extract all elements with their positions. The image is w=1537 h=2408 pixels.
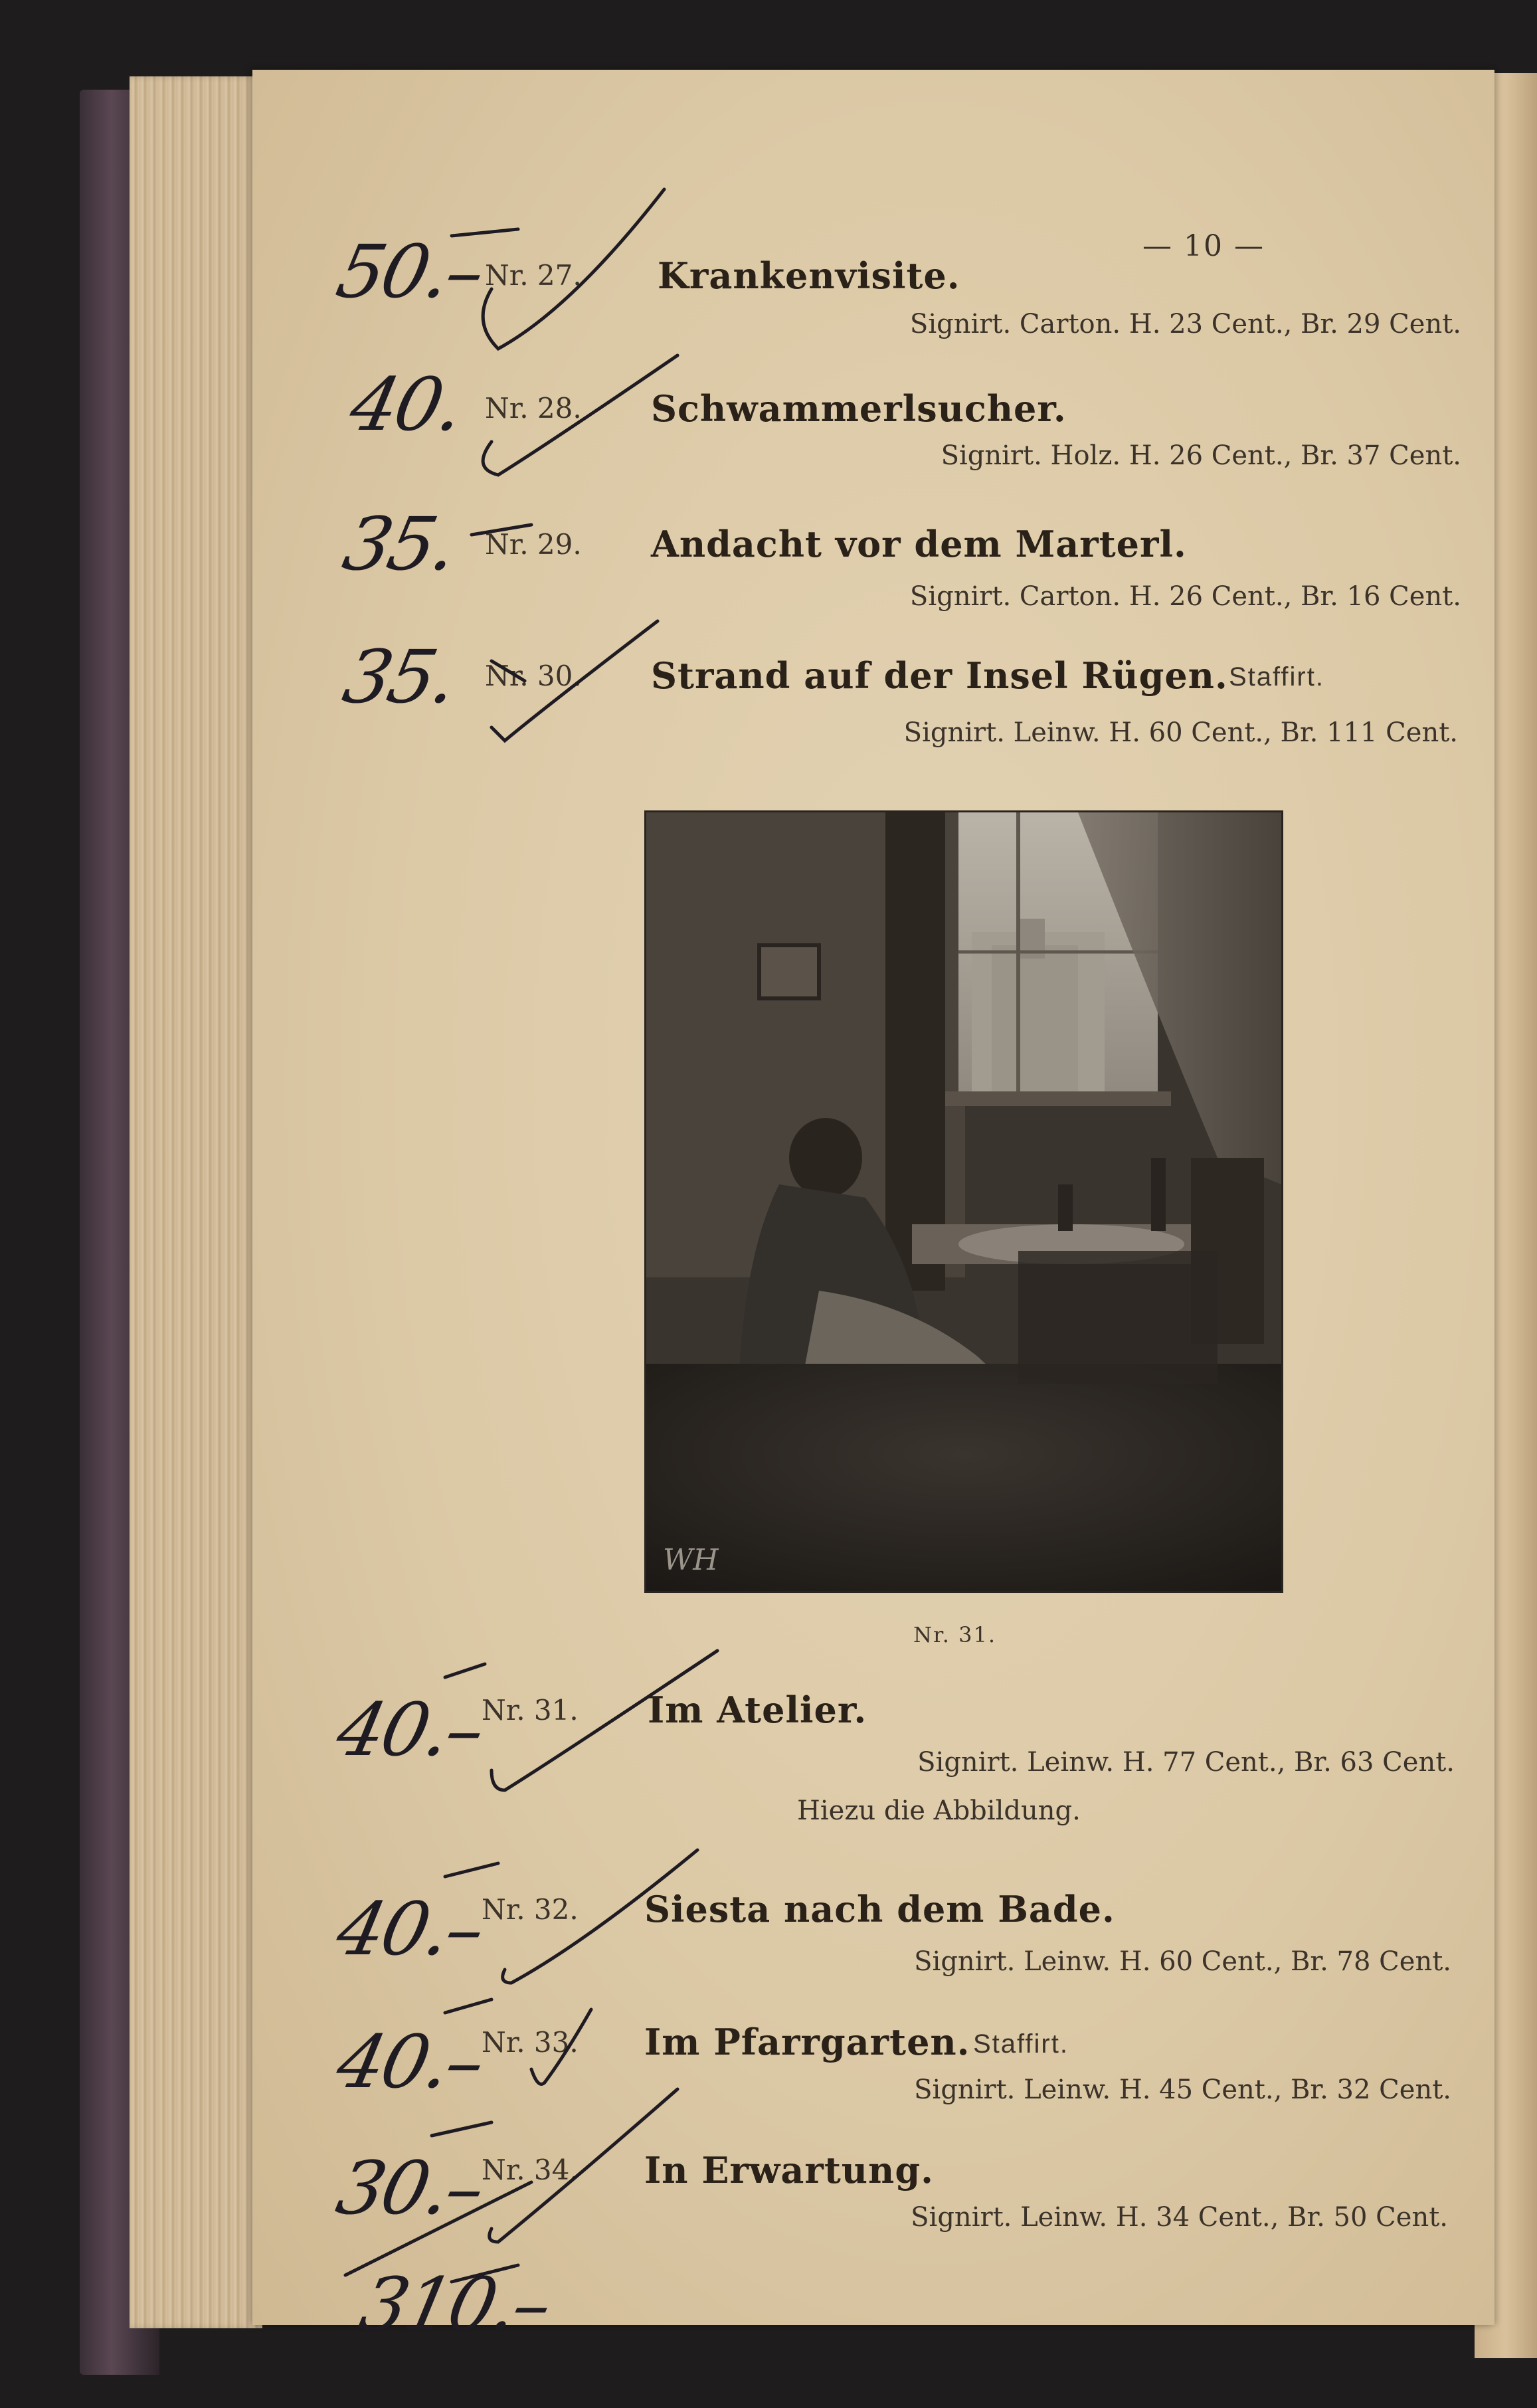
entry-number: Nr. 30. [485, 660, 582, 692]
entry-spec: Signirt. Carton. H. 26 Cent., Br. 16 Cent. [909, 581, 1461, 612]
entry-spec: Signirt. Holz. H. 26 Cent., Br. 37 Cent. [941, 440, 1461, 471]
handwritten-price: 40.– [329, 2019, 490, 2104]
page-stack-edges [130, 76, 262, 2328]
entry-spec: Signirt. Leinw. H. 77 Cent., Br. 63 Cent. [917, 1747, 1455, 1778]
entry-number: Nr. 34. [482, 2154, 579, 2186]
entry-number: Nr. 31. [482, 1694, 579, 1726]
entry-spec: Signirt. Leinw. H. 45 Cent., Br. 32 Cent. [914, 2075, 1451, 2105]
handwritten-checkmarks [252, 70, 1494, 2325]
entry-spec: Signirt. Carton. H. 23 Cent., Br. 29 Cent. [909, 309, 1461, 339]
page-number: — 10 — [1142, 229, 1265, 263]
entry-number: Nr. 33. [482, 2026, 579, 2059]
entry-number: Nr. 27. [485, 259, 582, 292]
handwritten-price: 35. [336, 634, 463, 719]
handwritten-price: 40.– [329, 1687, 490, 1772]
entry-spec: Signirt. Leinw. H. 60 Cent., Br. 111 Cent. [903, 717, 1458, 748]
catalog-page [252, 70, 1494, 2347]
entry-title: In Erwartung. [644, 2149, 934, 2191]
entry-title: Andacht vor dem Marterl. [651, 523, 1187, 565]
handwritten-price: 40. [343, 362, 470, 447]
entry-title: Im Pfarrgarten. [644, 2021, 970, 2063]
entry-title: Schwammerlsucher. [651, 387, 1067, 430]
handwritten-price: 40.– [329, 1887, 490, 1972]
entry-number: Nr. 29. [485, 528, 582, 561]
entry-spec: Signirt. Leinw. H. 60 Cent., Br. 78 Cent. [914, 1946, 1451, 1977]
entry-staffirt: Staffirt. [973, 2029, 1069, 2059]
entry-note: Hiezu die Abbildung. [797, 1796, 1081, 1826]
entry-spec: Signirt. Leinw. H. 34 Cent., Br. 50 Cent. [911, 2202, 1448, 2233]
entry-number: Nr. 32. [482, 1893, 579, 1926]
svg-text:WH: WH [663, 1543, 719, 1577]
entry-number: Nr. 28. [485, 392, 582, 424]
handwritten-price: 30.– [329, 2146, 490, 2231]
handwritten-total: 310.– [353, 2262, 557, 2347]
entry-title: Siesta nach dem Bade. [644, 1888, 1115, 1930]
handwritten-price: 50.– [329, 229, 490, 314]
handwritten-price: 35. [336, 502, 463, 587]
entry-title: Krankenvisite. [658, 254, 960, 297]
entry-title: Im Atelier. [648, 1689, 867, 1731]
entry-title: Strand auf der Insel Rügen. [651, 654, 1228, 697]
illustration-caption: Nr. 31. [913, 1622, 997, 1647]
entry-staffirt: Staffirt. [1229, 662, 1324, 692]
